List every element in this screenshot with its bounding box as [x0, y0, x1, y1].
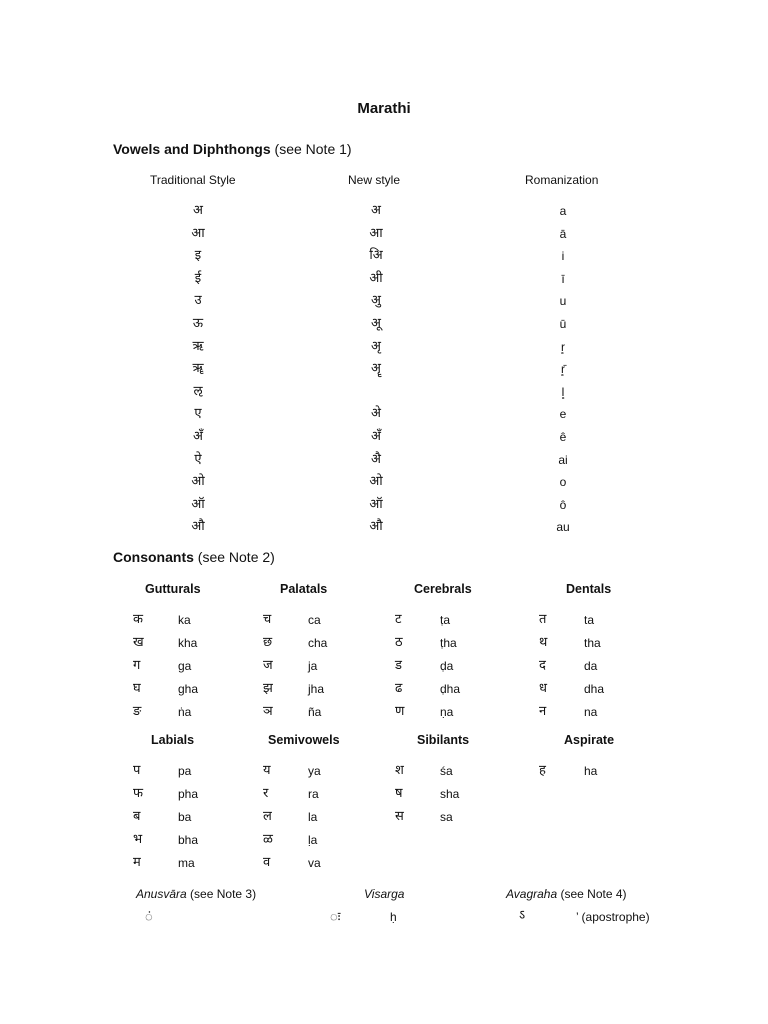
consonant-devanagari: ष — [395, 786, 403, 801]
page-title: Marathi — [357, 100, 411, 117]
vowel-romanization: ū — [559, 317, 567, 331]
consonant-row — [133, 829, 273, 851]
consonant-row — [263, 829, 403, 851]
anusvara-note: (see Note 3) — [190, 887, 257, 901]
consonant-row — [539, 760, 679, 782]
consonant-romanization: ṭa — [440, 613, 451, 627]
consonant-devanagari: ङ — [133, 704, 142, 719]
consonant-row — [263, 852, 403, 874]
consonant-romanization: tha — [584, 636, 601, 650]
vowel-romanization: au — [556, 520, 570, 535]
consonant-row — [539, 609, 679, 631]
consonant-row — [395, 655, 535, 677]
anusvara-label-row — [136, 887, 256, 901]
consonant-devanagari: व — [263, 855, 271, 870]
consonant-romanization: ṇa — [440, 705, 454, 719]
consonant-devanagari: ग — [133, 658, 141, 673]
consonant-romanization: bha — [178, 833, 199, 847]
avagraha-label-row — [506, 887, 627, 901]
consonant-row — [133, 760, 273, 782]
consonant-romanization: ha — [584, 764, 598, 778]
vowel-row — [0, 223, 768, 245]
consonant-devanagari: ढ — [395, 681, 403, 696]
consonant-devanagari: ठ — [395, 635, 403, 650]
consonant-devanagari: र — [263, 786, 269, 801]
vowel-traditional: ओ — [191, 474, 205, 490]
vowel-traditional: अ — [193, 203, 203, 218]
consonant-romanization: ḷa — [308, 833, 318, 847]
consonant-devanagari: ह — [539, 763, 546, 778]
consonant-row — [263, 678, 403, 700]
consonant-romanization: la — [308, 810, 318, 824]
column-header-traditional: Traditional Style — [150, 173, 236, 187]
vowel-new-style: अै — [371, 451, 381, 467]
consonant-row — [395, 678, 535, 700]
consonant-romanization: ga — [178, 659, 192, 673]
vowels-heading: Vowels and Diphthongs — [113, 141, 271, 157]
consonant-devanagari: प — [133, 763, 141, 778]
vowel-romanization: ā — [559, 226, 567, 241]
consonant-romanization: ṅa — [178, 705, 192, 719]
vowel-row — [0, 403, 768, 425]
consonant-row — [133, 701, 273, 723]
vowel-traditional: अँ — [193, 429, 203, 444]
consonant-group-heading: Palatals — [280, 582, 328, 596]
consonant-devanagari: ब — [133, 809, 141, 824]
vowel-new-style: अॄ — [371, 361, 381, 377]
consonant-devanagari: झ — [263, 681, 273, 696]
consonant-romanization: kha — [178, 636, 198, 650]
consonant-romanization: gha — [178, 682, 199, 696]
vowel-row — [0, 358, 768, 380]
consonant-devanagari: क — [133, 612, 143, 627]
consonant-romanization: pa — [178, 764, 192, 778]
consonant-devanagari: म — [133, 855, 141, 870]
consonant-row — [263, 806, 403, 828]
vowel-row — [0, 449, 768, 471]
vowel-row — [0, 268, 768, 290]
vowel-romanization: u — [559, 294, 567, 309]
consonant-row — [263, 783, 403, 805]
consonant-romanization: va — [308, 856, 321, 870]
consonant-romanization: dha — [584, 682, 605, 696]
vowels-section-heading — [113, 141, 352, 157]
anusvara-symbol: ं — [145, 910, 153, 925]
consonant-romanization: ja — [308, 659, 318, 673]
consonant-romanization: sha — [440, 787, 460, 801]
consonant-group-heading: Labials — [151, 733, 195, 747]
consonant-row — [263, 701, 403, 723]
consonant-row — [133, 806, 273, 828]
vowel-traditional: ऐ — [194, 451, 202, 467]
consonant-devanagari: च — [263, 612, 272, 627]
vowel-row — [0, 245, 768, 267]
vowel-traditional: ई — [194, 270, 202, 286]
vowel-traditional: औ — [191, 519, 205, 535]
consonant-romanization: sa — [440, 810, 453, 824]
vowel-row — [0, 313, 768, 335]
vowel-traditional: इ — [194, 248, 202, 264]
visarga-romanization: ḥ — [390, 910, 397, 924]
consonant-devanagari: ड — [395, 658, 402, 673]
consonant-romanization: śa — [440, 764, 453, 778]
consonant-devanagari: ल — [263, 809, 272, 824]
vowel-new-style: अी — [369, 270, 383, 286]
consonant-group-heading: Aspirate — [564, 733, 615, 747]
consonant-romanization: ka — [178, 613, 191, 627]
vowel-new-style: अु — [371, 293, 381, 309]
consonant-devanagari: ञ — [263, 704, 273, 719]
vowel-romanization: r̥̄ — [561, 362, 565, 377]
vowel-new-style: अृ — [371, 338, 381, 354]
consonant-devanagari: त — [539, 612, 547, 627]
consonant-row — [133, 783, 273, 805]
consonant-devanagari: ज — [263, 658, 273, 673]
vowel-traditional: उ — [194, 293, 202, 309]
consonant-romanization: ba — [178, 810, 192, 824]
avagraha-symbol: ऽ — [519, 908, 526, 923]
vowel-new-style: अि — [369, 248, 383, 264]
vowel-row — [0, 426, 768, 448]
consonant-devanagari: ध — [539, 681, 547, 696]
vowel-traditional: ॠ — [192, 361, 204, 377]
vowel-new-style: अँ — [371, 429, 381, 444]
consonant-romanization: pha — [178, 787, 199, 801]
consonant-devanagari: भ — [133, 832, 143, 847]
consonant-devanagari: स — [395, 809, 404, 824]
consonant-romanization: ḍa — [440, 659, 454, 673]
consonants-note: (see Note 2) — [197, 549, 275, 565]
consonant-row — [539, 655, 679, 677]
consonant-row — [133, 632, 273, 654]
consonant-row — [539, 701, 679, 723]
vowel-traditional: ऑ — [191, 496, 205, 512]
vowel-row — [0, 336, 768, 358]
consonant-row — [133, 609, 273, 631]
column-header-new-style: New style — [348, 173, 401, 187]
column-header-romanization: Romanization — [525, 173, 599, 187]
consonant-row — [539, 632, 679, 654]
visarga-symbol: ः — [330, 910, 341, 925]
consonant-romanization: jha — [308, 682, 325, 696]
anusvara-label: Anusvāra — [136, 887, 187, 901]
consonant-row — [263, 655, 403, 677]
vowel-row — [0, 290, 768, 312]
consonants-heading: Consonants — [113, 549, 194, 565]
consonant-row — [395, 760, 535, 782]
consonant-romanization: ya — [308, 764, 321, 778]
consonant-romanization: cha — [308, 636, 328, 650]
consonant-romanization: ca — [308, 613, 321, 627]
vowel-row — [0, 200, 768, 222]
consonant-row — [395, 701, 535, 723]
avagraha-romanization: ’ (apostrophe) — [576, 910, 650, 924]
consonant-devanagari: फ — [133, 786, 144, 801]
vowel-row — [0, 494, 768, 516]
vowel-new-style: अ — [371, 203, 381, 218]
consonant-devanagari: य — [263, 763, 271, 778]
consonant-group-heading: Dentals — [566, 582, 612, 596]
consonant-row — [133, 678, 273, 700]
consonant-row — [133, 655, 273, 677]
vowel-new-style: अे — [371, 406, 381, 422]
consonant-devanagari: ट — [395, 612, 402, 627]
consonant-group-heading: Gutturals — [145, 582, 201, 596]
vowel-traditional: ए — [194, 406, 202, 422]
consonant-group-heading: Cerebrals — [414, 582, 472, 596]
vowel-traditional: ऌ — [193, 383, 203, 399]
consonant-group-heading: Semivowels — [268, 733, 340, 747]
consonant-row — [395, 609, 535, 631]
consonant-romanization: ma — [178, 856, 195, 870]
consonant-row — [263, 632, 403, 654]
vowel-romanization: l̥ — [561, 384, 565, 399]
consonant-row — [263, 609, 403, 631]
vowel-romanization: ô — [559, 497, 567, 512]
consonant-romanization: ḍha — [440, 682, 461, 696]
vowel-new-style: अू — [371, 316, 381, 331]
vowel-new-style: आ — [369, 225, 383, 241]
avagraha-label: Avagraha — [506, 887, 558, 901]
consonant-romanization: ña — [308, 705, 322, 719]
consonant-row — [539, 678, 679, 700]
avagraha-note: (see Note 4) — [560, 887, 627, 901]
consonant-row — [395, 806, 535, 828]
consonant-row — [133, 852, 273, 874]
vowel-new-style: ऑ — [369, 496, 383, 512]
consonant-devanagari: छ — [263, 635, 273, 650]
consonant-devanagari: घ — [133, 681, 141, 696]
vowel-romanization: i — [561, 249, 565, 264]
vowel-romanization: r̥ — [561, 339, 565, 354]
vowel-traditional: ऊ — [192, 316, 204, 331]
consonant-romanization: da — [584, 659, 598, 673]
consonant-group-heading: Sibilants — [417, 733, 470, 747]
consonant-devanagari: द — [539, 658, 546, 673]
consonant-devanagari: ख — [133, 635, 144, 650]
consonant-romanization: ṭha — [440, 636, 457, 650]
consonant-devanagari: न — [539, 704, 547, 719]
consonant-row — [395, 632, 535, 654]
vowel-row — [0, 381, 768, 403]
consonant-row — [263, 760, 403, 782]
consonant-devanagari: ण — [395, 704, 405, 719]
vowel-romanization: ī — [561, 271, 565, 286]
consonant-row — [395, 783, 535, 805]
consonants-section-heading — [113, 549, 275, 565]
vowel-romanization: a — [559, 204, 567, 218]
consonant-romanization: ta — [584, 613, 595, 627]
vowel-romanization: e — [559, 407, 567, 422]
consonant-romanization: ra — [308, 787, 319, 801]
consonant-romanization: na — [584, 705, 598, 719]
vowel-romanization: ê — [559, 430, 567, 444]
vowels-note: (see Note 1) — [274, 141, 352, 157]
vowel-row — [0, 471, 768, 493]
consonant-devanagari: थ — [539, 635, 548, 650]
vowel-romanization: o — [559, 475, 567, 490]
vowel-traditional: ऋ — [192, 338, 204, 354]
vowel-new-style: ओ — [369, 474, 383, 490]
visarga-label: Visarga — [364, 887, 405, 901]
vowel-traditional: आ — [191, 225, 205, 241]
vowel-new-style: औ — [369, 519, 383, 535]
vowel-romanization: ai — [558, 452, 568, 467]
consonant-devanagari: श — [395, 763, 404, 778]
vowel-row — [0, 516, 768, 538]
consonant-devanagari: ळ — [263, 832, 273, 847]
